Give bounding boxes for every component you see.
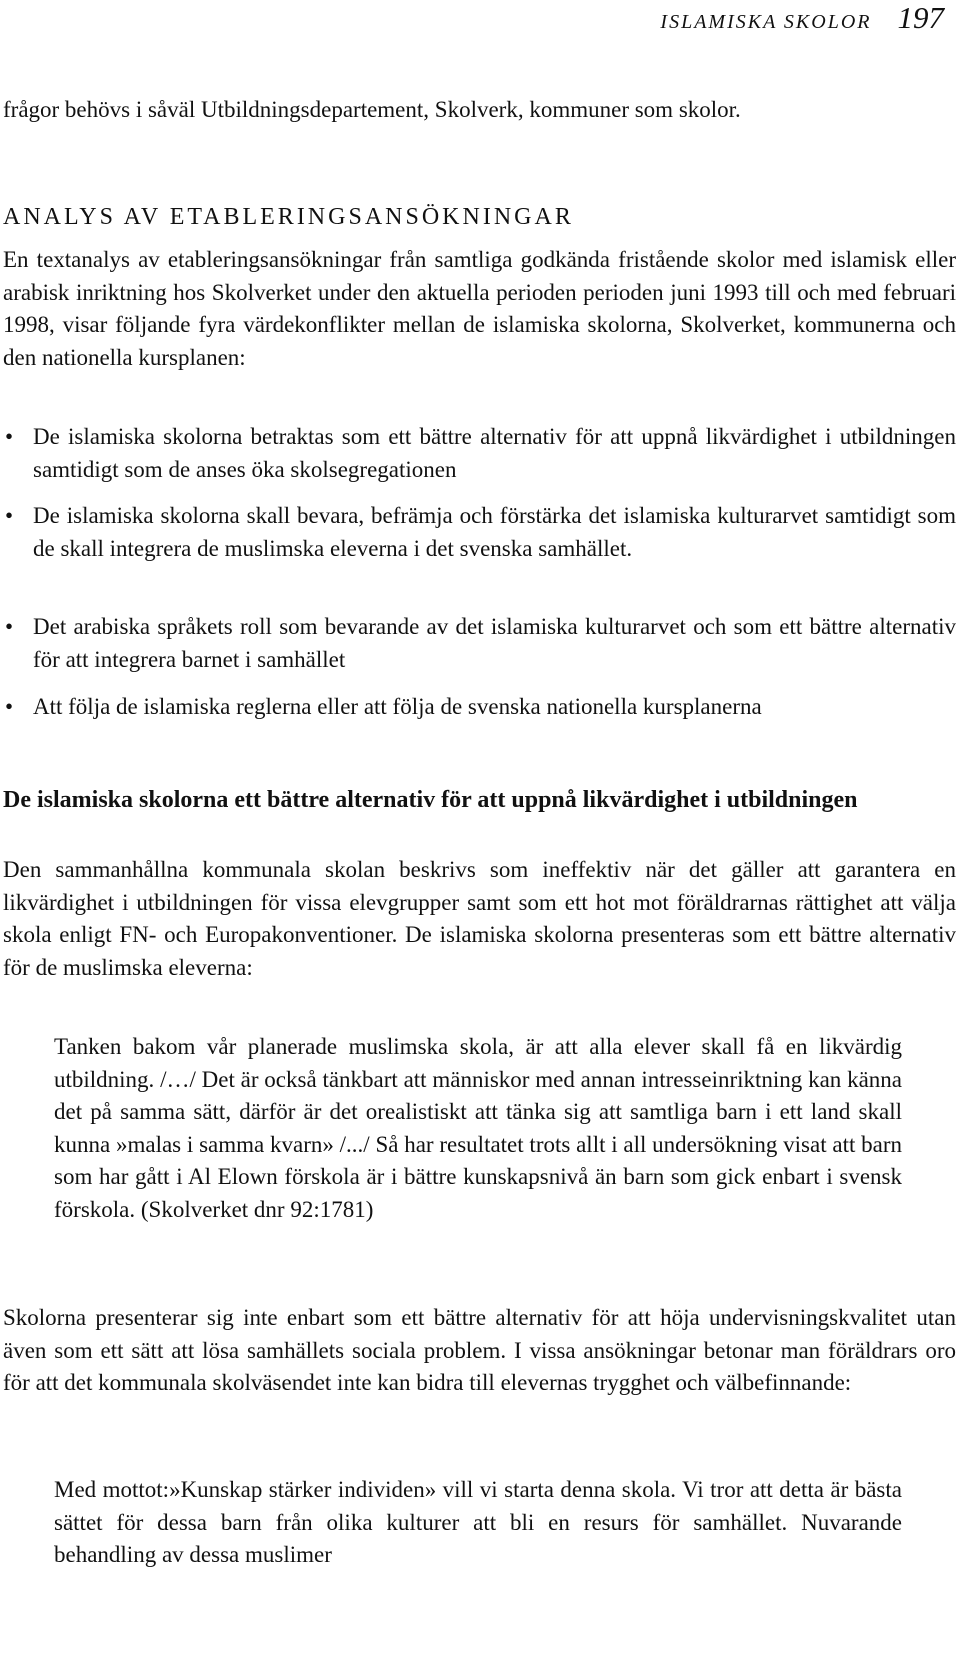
list-item-text: Att följa de islamiska reglerna eller att följa de svenska nationella kursplanerna <box>33 694 762 719</box>
bullet-marker: • <box>5 424 14 449</box>
list-item <box>0 421 956 486</box>
municipal-school-paragraph: Den sammanhållna kommunala skolan beskrivs som ineffektiv när det gäller att garantera en likvärdighet i utbildningen för vissa elevgrupper samt som ett hot mot föräldrarnas rättighet att välja skola enligt FN- och Europakonventioner. De islamiska skolorna presenteras som ett bättre alternativ för de muslimska eleverna: <box>3 857 956 980</box>
running-header <box>660 0 944 34</box>
section-heading: ANALYS AV ETABLERINGSANSÖKNINGAR <box>3 204 574 230</box>
list-item-text: Det arabiska språkets roll som bevarande av det islamiska kulturarvet och som ett bättre alternativ för att integrera barnet i samhället <box>33 614 956 672</box>
list-item <box>0 500 956 565</box>
list-item <box>0 691 956 724</box>
bullet-marker: • <box>5 503 14 528</box>
page-number: 197 <box>897 0 944 35</box>
bullet-marker: • <box>5 694 14 719</box>
running-title: ISLAMISKA SKOLOR <box>660 11 872 33</box>
list-item <box>0 611 956 676</box>
block-quote: Med mottot:»Kunskap stärker individen» vill vi starta denna skola. Vi tror att detta är bästa sättet för dessa barn från olika kulturer att bli en resurs för samhället. Nuvarande behandling av dessa muslimer <box>54 1477 902 1567</box>
block-quote: Tanken bakom vår planerade muslimska skola, är att alla elever skall få en likvärdig utbildning. /…/ Det är också tänkbart att människor med annan intresseinriktning kan känna det på samma sätt, därför är det orealistiskt att tänka sig att samtliga barn i ett land skall kunna »malas i samma kvarn» /.../ Så har resultatet trots allt i all undersökning visat att barn som har gått i Al Elown förskola är i bättre kunskapsnivå än barn som gick enbart i svensk förskola. (Skolverket dnr 92:1781) <box>54 1034 902 1222</box>
intro-paragraph: frågor behövs i såväl Utbildningsdepartement, Skolverk, kommuner som skolor. <box>3 97 741 122</box>
list-item-text: De islamiska skolorna betraktas som ett bättre alternativ för att uppnå likvärdighet i utbildningen samtidigt som de anses öka skolsegregationen <box>33 424 956 482</box>
sub-heading: De islamiska skolorna ett bättre alternativ för att uppnå likvärdighet i utbildningen <box>3 787 858 813</box>
analysis-paragraph: En textanalys av etableringsansökningar från samtliga godkända fristående skolor med islamisk eller arabisk inriktning hos Skolverket under den aktuella perioden perioden juni 1993 till och med februari 1998, visar följande fyra värdekonflikter mellan de islamiska skolorna, Skolverket, kommunerna och den nationella kursplanen: <box>3 247 956 370</box>
bullet-marker: • <box>5 614 14 639</box>
schools-present-paragraph: Skolorna presenterar sig inte enbart som ett bättre alternativ för att höja undervisningskvalitet utan även som ett sätt att lösa samhällets sociala problem. I vissa ansökningar betonar man föräldrars oro för att det kommunala skolväsendet inte kan bidra till elevernas trygghet och välbefinnande: <box>3 1305 956 1395</box>
list-item-text: De islamiska skolorna skall bevara, befrämja och förstärka det islamiska kulturarvet samtidigt som de skall integrera de muslimska eleverna i det svenska samhället. <box>33 503 956 561</box>
